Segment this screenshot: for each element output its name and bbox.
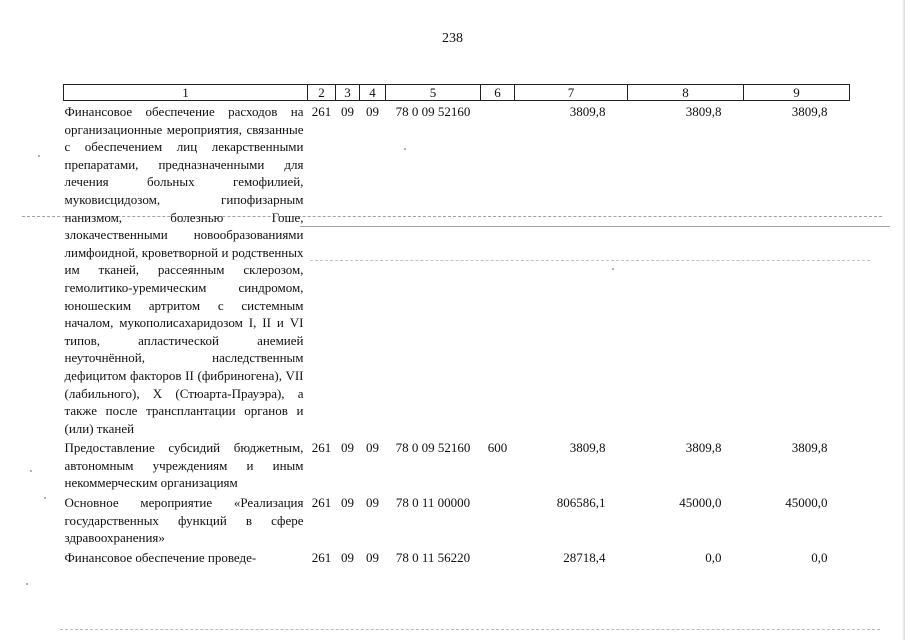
amount-col8: 3809,8 (685, 104, 722, 119)
column-header: 9 (744, 85, 850, 101)
subsection-code: 09 (366, 549, 379, 565)
amount-col7: 28718,4 (563, 549, 606, 565)
expense-type-code (481, 547, 515, 567)
amount-col9: 0,0 (811, 549, 828, 565)
table-row (64, 101, 850, 438)
target-article-code: 78 0 11 00000 (395, 495, 471, 511)
amount-col7: 3809,8 (569, 440, 606, 456)
table-row (64, 437, 850, 492)
subsection-code: 09 (366, 495, 379, 511)
subsection-code: 09 (366, 104, 379, 119)
amount-col8: 0,0 (705, 549, 722, 565)
amount-col9: 3809,8 (791, 440, 828, 456)
ministry-code: 261 (311, 104, 332, 119)
column-header: 5 (386, 85, 481, 101)
row-name: Финансовое обеспечение проведе- (64, 549, 257, 565)
scan-artifact-speck (30, 470, 32, 472)
amount-col9: 45000,0 (785, 495, 828, 511)
scan-artifact-speck (44, 497, 46, 499)
column-header: 4 (360, 85, 386, 101)
column-header: 3 (336, 85, 360, 101)
table-row (64, 492, 850, 547)
expense-type-code: 600 (487, 440, 508, 456)
amount-col7: 806586,1 (556, 495, 606, 511)
amount-col8: 45000,0 (679, 495, 722, 511)
page-number: 238 (442, 31, 463, 46)
ministry-code: 261 (311, 495, 332, 511)
target-article-code: 78 0 09 52160 (395, 440, 471, 456)
column-header: 7 (515, 85, 628, 101)
amount-col8: 3809,8 (685, 440, 722, 456)
amount-col7: 3809,8 (569, 104, 606, 119)
section-code: 09 (341, 440, 354, 456)
column-header: 6 (481, 85, 515, 101)
header-row (64, 85, 850, 101)
scan-artifact-speck (38, 155, 40, 157)
scan-artifact-line (60, 629, 880, 630)
row-name: Основное мероприятие «Реализация государственных функций в сфере здравоохранения» (64, 495, 304, 546)
expense-type-code (481, 492, 515, 547)
column-header: 1 (64, 85, 308, 101)
table-row (64, 547, 850, 567)
section-code: 09 (341, 495, 354, 511)
amount-col9: 3809,8 (791, 104, 828, 119)
ministry-code: 261 (311, 440, 332, 456)
section-code: 09 (341, 549, 354, 565)
column-header: 8 (628, 85, 744, 101)
expense-type-code (481, 101, 515, 438)
target-article-code: 78 0 11 56220 (395, 549, 471, 565)
ministry-code: 261 (311, 549, 332, 565)
budget-table (63, 84, 850, 566)
scan-artifact-speck (26, 583, 28, 585)
column-header: 2 (308, 85, 336, 101)
target-article-code: 78 0 09 52160 (395, 104, 471, 119)
section-code: 09 (341, 104, 354, 119)
row-name: Финансовое обеспечение расходов на организационные мероприятия, связанные с обеспечением лиц лекарственными препаратами, предназначенными для лечения больных гемофилией, муковисцидозом, гипофизарным нанизмом, болезнью Гоше, злокачественными новообразованиями лимфоидной, кроветворной и родственных им тканей, рассеянным склерозом, гемолитико-уремическим синдромом, юношеским артритом с системным началом, мукополисахаридозом I, II и VI типов, апластической анемией неуточнённой, наследственным дефицитом факторов II (фибриногена), VII (лабильного), X (Стюарта-Прауэра), а также после трансплантации органов и (или) тканей (64, 104, 304, 436)
subsection-code: 09 (366, 440, 379, 456)
row-name: Предоставление субсидий бюджетным, автономным учреждениям и иным некоммерческим организациям (64, 440, 304, 491)
